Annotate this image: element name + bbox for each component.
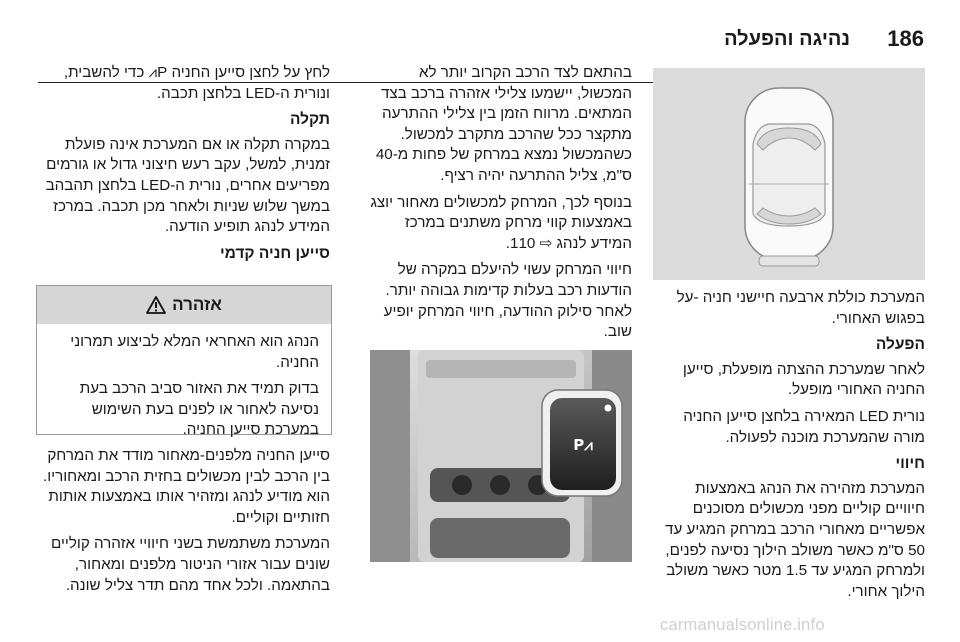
activation-heading: הפעלה [875, 336, 925, 354]
signal-text: המערכת מזהירה את הנהג באמצעות חיוויים קוליים מפני מכשולים מסוכנים אפשריים מאחורי הרכב במרחק המגיע עד 50 ס"מ כאשר משולב הילוך נסיעה לפנים, ולמרחק המגיע עד 1.5 מטר כאשר משולב הילוך אחורי. [665, 479, 925, 600]
right-column [653, 288, 925, 608]
signal-heading: חיווי [895, 455, 925, 473]
warning-body [37, 324, 331, 453]
fault-text: במקרה תקלה או אם המערכת אינה פועלת זמנית, למשל, עקב רעש חיצוני גדול או גורמים מפריעים אחרים, נורית ה-LED בלחצן תהבהב במשך שלוש שניות ולאחר מכן תכבה. במרכז המידע לנהג תופיע הודעה. [45, 135, 330, 236]
console-panel-photo [370, 350, 632, 562]
activation-text-1: לאחר שמערכת ההצתה מופעלת, סייען החניה האחורי מופעל. [682, 360, 925, 399]
car-top-view-icon [653, 68, 925, 280]
page-number: 186 [887, 26, 924, 51]
intro-text: המערכת כוללת ארבעה חיישני חניה -על בפגוש האחורי. [676, 289, 925, 327]
middle-text-3: חיווי המרחק עשוי להיעלם במקרה של הודעות רכב בעלות קדימות גבוהה יותר. לאחר סילוק ההודעה, חיווי המרחק יופיע שוב. [383, 261, 632, 341]
console-switch-icon [370, 350, 632, 562]
fault-heading: תקלה [290, 111, 330, 129]
forward-assist-heading: סייען חניה קדמי [219, 244, 330, 262]
page-header [0, 26, 960, 60]
warning-box [36, 285, 332, 439]
warning-header [37, 286, 331, 324]
activation-text-2: נורית LED המאירה בלחצן סייען החניה מורה שהמערכת מוכנה לפעולה. [683, 407, 925, 446]
chapter-title: נהיגה והפעלה [724, 28, 850, 50]
middle-text-2: בנוסף לכך, המרחק למכשולים מאחור יוצג באמצעות קווי מרחק משתנים במרכז המידע לנהג ⇨ 110. [370, 193, 632, 252]
left-text-1: לחץ על לחצן סייען החניה P⩘ כדי להשבית, ונורית ה-LED בלחצן תכבה. [63, 64, 330, 102]
car-sensors-illustration [653, 68, 925, 280]
warning-title: אזהרה [172, 295, 222, 314]
watermark: carmanualsonline.info [660, 616, 825, 634]
left-text-3: המערכת משתמשת בשני חיוויי אזהרה קוליים שונים עבור אזורי הניטור מלפנים ומאחור, בהתאמה. ולכל אחד מהם תדר צליל שונה. [50, 535, 330, 594]
warning-text-1: הנהג הוא האחראי המלא לביצוע תמרוני החניה. [70, 333, 319, 371]
left-column [36, 63, 330, 268]
parking-assist-button-label: P⩘ [573, 436, 593, 454]
warning-triangle-icon [146, 296, 166, 314]
left-column-lower [36, 446, 330, 602]
warning-text-2: בדוק תמיד את האזור סביב הרכב בעת נסיעה לאחור או לפנים בעת השימוש במערכת סייען החניה. [79, 380, 319, 439]
middle-column [370, 63, 632, 373]
left-text-2: סייען החניה מלפנים-מאחור מודד את המרחק בין הרכב לבין מכשולים בחזית הרכב ומאחוריו. הוא מודיע לנהג ומזהיר אותו באמצעות אותות חזותיים וקוליים. [42, 447, 330, 526]
middle-text-1: בהתאם לצד הרכב הקרוב יותר לא המכשול, יישמעו צלילי אזהרה ברכב בצד המתאים. מרווח הזמן בין צלילי ההתרעה מתקצר ככל שהרכב מתקרב למכשול. כשהמכשול נמצא במרחק של פחות מ-40 ס"מ, צליל ההתרעה יהיה רציף. [375, 64, 632, 184]
